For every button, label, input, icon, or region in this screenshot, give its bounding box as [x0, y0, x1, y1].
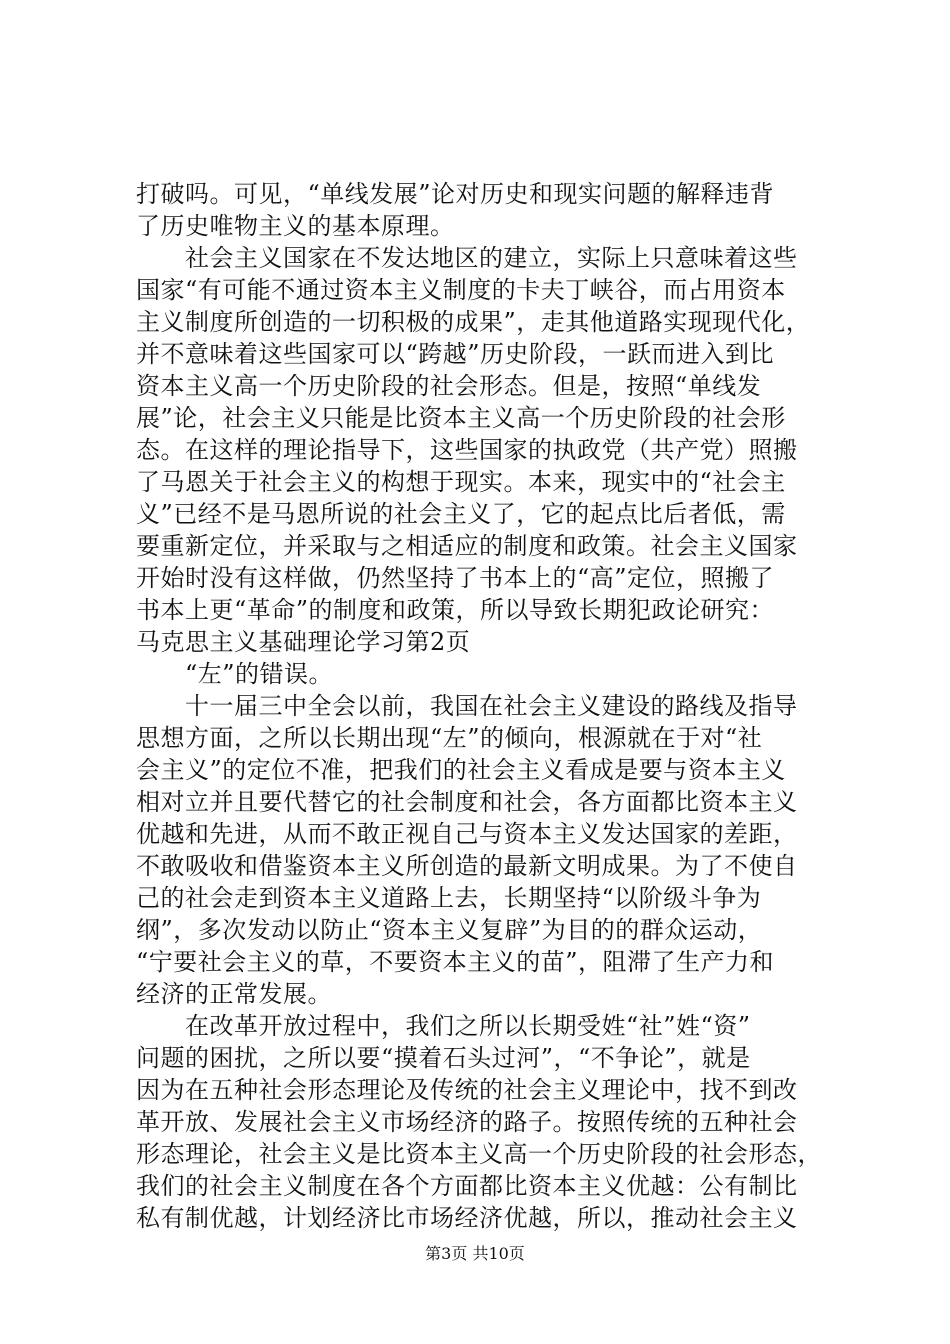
text-line: 打破吗。可见，“单线发展”论对历史和现实问题的解释违背 [136, 180, 775, 208]
text-line: 开始时没有这样做，仍然坚持了书本上的“高”定位，照搬了 [136, 564, 775, 592]
text-line: “左”的错误。 [136, 660, 334, 688]
text-line: 义”已经不是马恩所说的社会主义了，它的起点比后者低，需 [136, 500, 786, 528]
text-line: 纲”，多次发动以防止“资本主义复辟”为目的的群众运动， [136, 916, 763, 944]
text-line: 革开放、发展社会主义市场经济的路子。按照传统的五种社会 [136, 1108, 798, 1136]
text-line: 了历史唯物主义的基本原理。 [136, 212, 455, 240]
text-line: 我们的社会主义制度在各个方面都比资本主义优越：公有制比 [136, 1172, 798, 1200]
text-line: “宁要社会主义的草，不要资本主义的苗”，阻滞了生产力和 [136, 948, 775, 976]
text-line: 并不意味着这些国家可以“跨越”历史阶段，一跃而进入到比 [136, 340, 775, 368]
text-line: 书本上更“革命”的制度和政策，所以导致长期犯政论研究： [136, 596, 775, 624]
text-line: 十一届三中全会以前，我国在社会主义建设的路线及指导 [136, 692, 798, 720]
text-line: 经济的正常发展。 [136, 980, 332, 1008]
text-line: 在改革开放过程中，我们之所以长期受姓“社”姓“资” [136, 1012, 751, 1040]
text-line: 己的社会走到资本主义道路上去，长期坚持“以阶级斗争为 [136, 884, 762, 912]
text-line: 优越和先进，从而不敢正视自己与资本主义发达国家的差距， [136, 820, 798, 848]
text-line: 因为在五种社会形态理论及传统的社会主义理论中，找不到改 [136, 1076, 798, 1104]
text-line: 主义制度所创造的一切积极的成果”，走其他道路实现现代化， [136, 308, 811, 336]
text-line: 形态理论，社会主义是比资本主义高一个历史阶段的社会形态， [136, 1140, 822, 1168]
text-line: 要重新定位，并采取与之相适应的制度和政策。社会主义国家 [136, 532, 798, 560]
text-line: 国家“有可能不通过资本主义制度的卡夫丁峡谷，而占用资本 [136, 276, 786, 304]
text-line: 思想方面，之所以长期出现“左”的倾向，根源就在于对“社 [136, 724, 763, 752]
text-line: 问题的困扰，之所以要“摸着石头过河”，“不争论”，就是 [136, 1044, 751, 1072]
text-line: 会主义”的定位不准，把我们的社会主义看成是要与资本主义 [136, 756, 786, 784]
text-line: 资本主义高一个历史阶段的社会形态。但是，按照“单线发 [136, 372, 762, 400]
text-line: 相对立并且要代替它的社会制度和社会，各方面都比资本主义 [136, 788, 798, 816]
body-text [136, 178, 836, 1234]
text-line: 了马恩关于社会主义的构想于现实。本来，现实中的“社会主 [136, 468, 786, 496]
text-line: 态。在这样的理论指导下，这些国家的执政党（共产党）照搬 [136, 436, 798, 464]
page-number-label: 第3页 共10页 [425, 1244, 525, 1263]
page-footer [0, 1244, 950, 1264]
text-line: 私有制优越，计划经济比市场经济优越，所以，推动社会主义 [136, 1204, 798, 1232]
text-line: 社会主义国家在不发达地区的建立，实际上只意味着这些 [136, 244, 798, 272]
text-line: 不敢吸收和借鉴资本主义所创造的最新文明成果。为了不使自 [136, 852, 798, 880]
text-line: 展”论，社会主义只能是比资本主义高一个历史阶段的社会形 [136, 404, 786, 432]
text-line: 马克思主义基础理论学习第2页 [136, 628, 471, 656]
